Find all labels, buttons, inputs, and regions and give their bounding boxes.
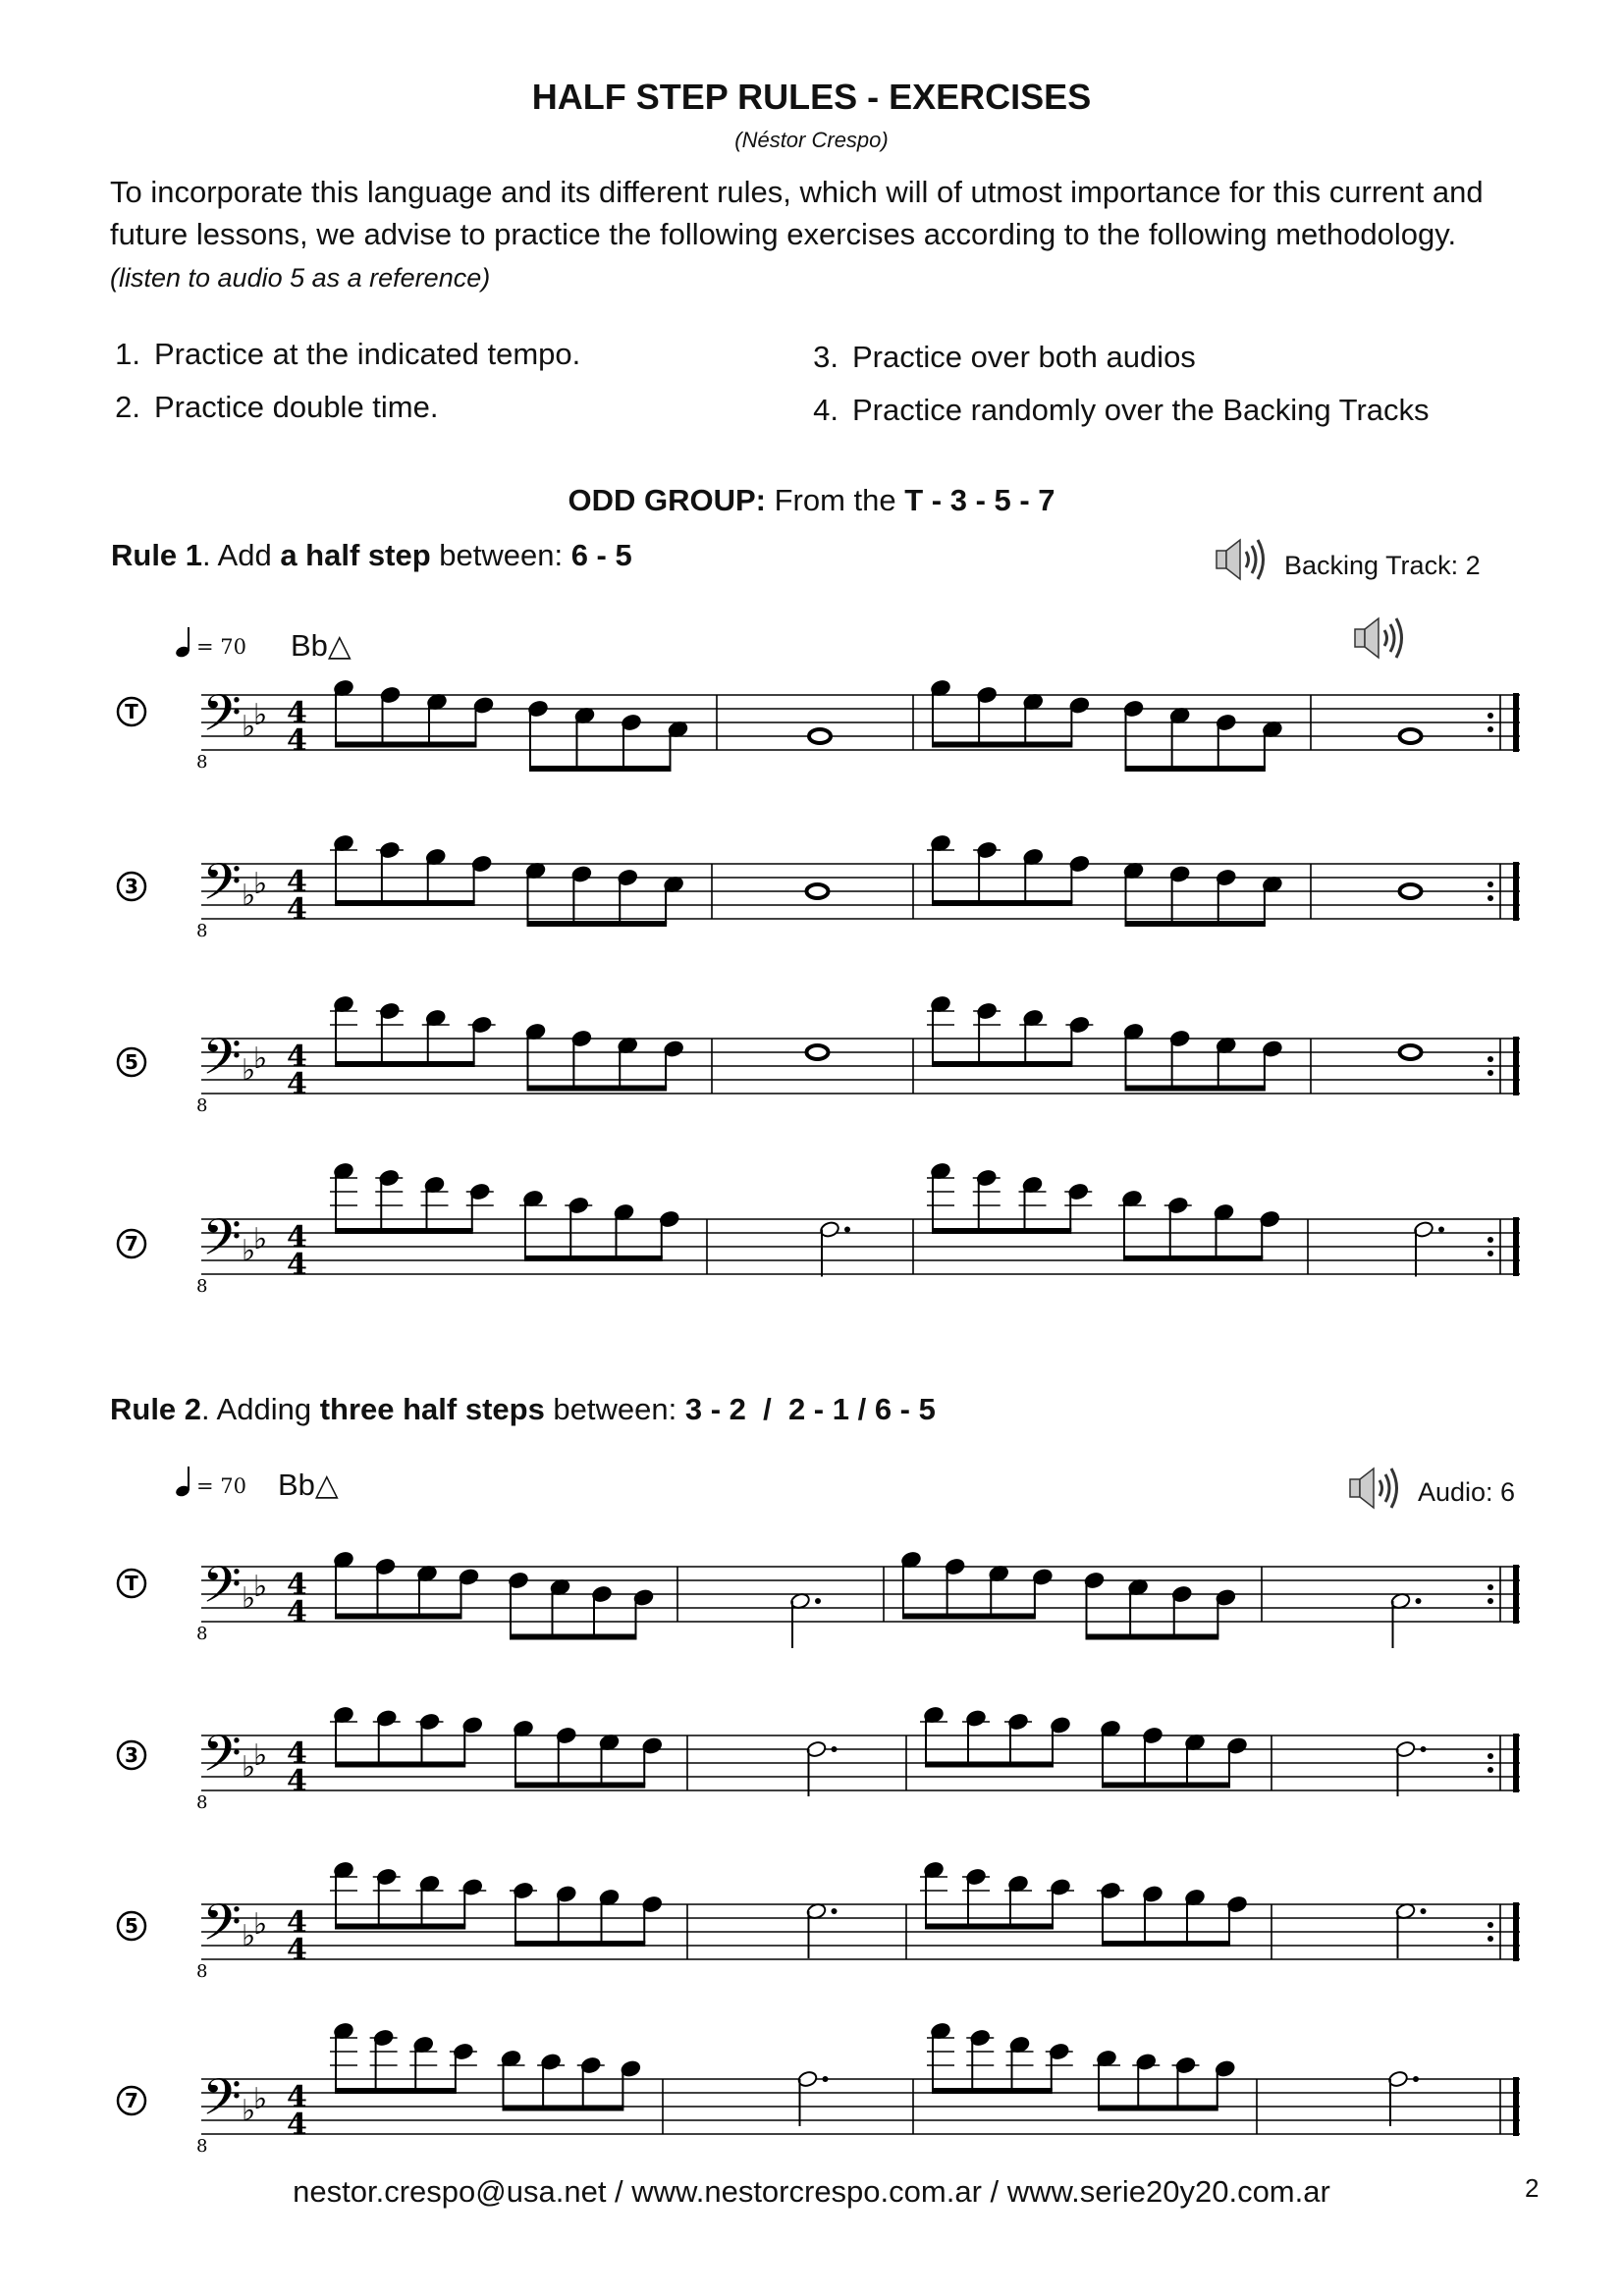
speaker-icon[interactable] [1348,1465,1405,1517]
staff-label-text: 7 [125,2089,138,2112]
staff-label-3 [115,870,148,908]
notes [333,679,1421,772]
svg-text:♭: ♭ [242,710,256,744]
svg-text:♭: ♭ [253,698,268,732]
svg-text:8: 8 [196,1095,208,1116]
svg-text:4: 4 [287,2108,307,2142]
staff-lines [201,2079,1520,2134]
svg-text:8: 8 [196,1961,208,1982]
svg-text:4: 4 [287,1905,307,1940]
intro-paragraph [110,171,1504,299]
staff-rule2-3 [98,1688,1532,1845]
staff-label-5 [115,1909,148,1948]
staff-rule1-5 [98,991,1532,1148]
step-text: Practice over both audios [852,340,1196,374]
svg-text:𝄢: 𝄢 [202,1555,242,1627]
tempo-marking: = 70 [196,1474,246,1498]
staff-rule2-t [98,1520,1532,1677]
step-1 [95,337,580,372]
quarter-note-icon [175,1465,196,1503]
odd-group-notes: T - 3 - 5 - 7 [904,483,1055,517]
page-number: 2 [1525,2173,1540,2203]
svg-text:♭: ♭ [253,1738,268,1773]
staff-label-text: T [125,1572,138,1595]
svg-text:4: 4 [287,1248,307,1282]
staff-lines [201,1904,1520,1959]
whole-note [807,884,829,898]
staff-lines [201,1219,1520,1274]
svg-text:8: 8 [196,921,208,941]
svg-text:4: 4 [287,1067,307,1101]
staff-rule1-3 [98,817,1532,974]
step-2 [95,390,438,425]
staff-label-text: T [125,700,138,723]
rule-2-text-b: between: [544,1392,685,1426]
odd-group-label: ODD GROUP: [568,483,766,517]
svg-text:𝄢: 𝄢 [202,2067,242,2139]
rule-1-bold: a half step [280,538,431,572]
rule-1-heading [111,538,632,573]
svg-text:♭: ♭ [242,1234,256,1268]
svg-text:𝄢: 𝄢 [202,1027,242,1098]
intro-text: To incorporate this language and its different rules, which will of utmost importance for this current and future lessons, we advise to practice the following exercises according to the following methodology. [110,175,1484,251]
chord-symbol: Bb△ [291,628,352,663]
rule-2-interval: 3 - 2 / 2 - 1 / 6 - 5 [684,1392,936,1426]
notes [330,2022,1419,2126]
svg-text:♭: ♭ [253,867,268,901]
svg-text:♭: ♭ [253,1222,268,1256]
svg-text:𝄢: 𝄢 [202,1724,242,1795]
svg-text:♭: ♭ [253,1041,268,1076]
staff-label-text: 5 [125,1050,138,1074]
backing-track-label: Backing Track: 2 [1284,551,1481,580]
rule-2-bold: three half steps [319,1392,545,1426]
staff-label-3 [115,1738,148,1777]
notes [330,1861,1427,1958]
staff-label-t [115,695,148,733]
svg-text:𝄢: 𝄢 [202,1893,242,1964]
staff-label-text: 3 [125,1743,138,1767]
step-3 [793,340,1196,375]
svg-text:♭: ♭ [242,1919,256,1953]
step-number: 2. [115,390,140,424]
svg-text:4: 4 [287,865,307,899]
whole-note [1400,1045,1422,1059]
staff-label-t [115,1567,148,1605]
svg-text:♭: ♭ [242,1053,256,1088]
rule-1-interval: 6 - 5 [570,538,632,572]
page-title: HALF STEP RULES - EXERCISES [531,77,1092,117]
staff-label-text: 5 [125,1914,138,1938]
svg-text:♭: ♭ [253,2082,268,2116]
staff-label-7 [115,1227,148,1265]
staff-label-5 [115,1045,148,1084]
whole-note [809,729,831,743]
svg-text:𝄢: 𝄢 [202,1207,242,1279]
rule-1-text-a: . Add [202,538,281,572]
tempo-marking: = 70 [196,635,246,659]
svg-text:4: 4 [287,1220,307,1255]
step-number: 4. [813,393,839,427]
rule-2-name: Rule 2 [110,1392,202,1426]
notes [333,1551,1421,1648]
staff-rule2-7 [98,2032,1532,2189]
staff-label-text: 7 [125,1232,138,1255]
step-number: 1. [115,337,140,371]
author: (Néstor Crespo) [734,128,889,152]
svg-text:4: 4 [287,1933,307,1967]
svg-text:8: 8 [196,752,208,773]
svg-text:♭: ♭ [253,1907,268,1942]
rule-1-text-b: between: [430,538,571,572]
svg-text:♭: ♭ [242,1750,256,1785]
rule-2-heading [110,1392,936,1427]
staff-rule2-5 [98,1857,1532,2014]
svg-text:♭: ♭ [253,1570,268,1604]
svg-text:♭: ♭ [242,1581,256,1616]
svg-text:𝄢: 𝄢 [202,683,242,755]
svg-text:8: 8 [196,1276,208,1297]
svg-text:4: 4 [287,1595,307,1629]
audio-label: Audio: 6 [1418,1477,1516,1507]
svg-text:4: 4 [287,1040,307,1074]
step-4 [793,393,1430,428]
whole-note [807,1045,829,1059]
staff-rule1-7 [98,1172,1532,1329]
notes [330,1706,1427,1796]
svg-text:4: 4 [287,2080,307,2114]
whole-note [1400,884,1422,898]
whole-note [1400,729,1422,743]
staff-rule1-t [98,648,1532,805]
intro-note: (listen to audio 5 as a reference) [110,263,491,293]
svg-text:8: 8 [196,2136,208,2157]
svg-text:8: 8 [196,1624,208,1644]
svg-text:♭: ♭ [242,2094,256,2128]
notes [330,834,1422,927]
step-number: 3. [813,340,839,374]
svg-text:♭: ♭ [242,879,256,913]
speaker-icon[interactable] [1215,536,1271,588]
footer-contact: nestor.crespo@usa.net / www.nestorcrespo.com.ar / www.serie20y20.com.ar [293,2174,1330,2209]
step-text: Practice at the indicated tempo. [154,337,581,371]
step-text: Practice randomly over the Backing Tracks [852,393,1430,427]
notes [330,995,1422,1092]
svg-text:4: 4 [287,696,307,730]
odd-group-heading [0,483,1623,518]
svg-text:4: 4 [287,892,307,927]
odd-group-middle: From the [774,483,896,517]
staff-lines [201,864,1520,919]
rule-2-text-a: . Adding [201,1392,320,1426]
svg-text:4: 4 [287,723,307,758]
svg-text:𝄢: 𝄢 [202,852,242,924]
step-text: Practice double time. [154,390,439,424]
staff-label-7 [115,2084,148,2122]
svg-text:4: 4 [287,1568,307,1602]
svg-text:8: 8 [196,1792,208,1813]
staff-label-text: 3 [125,875,138,898]
rule-1-name: Rule 1 [111,538,203,572]
svg-text:4: 4 [287,1764,307,1798]
chord-symbol: Bb△ [278,1468,339,1502]
svg-text:4: 4 [287,1736,307,1771]
